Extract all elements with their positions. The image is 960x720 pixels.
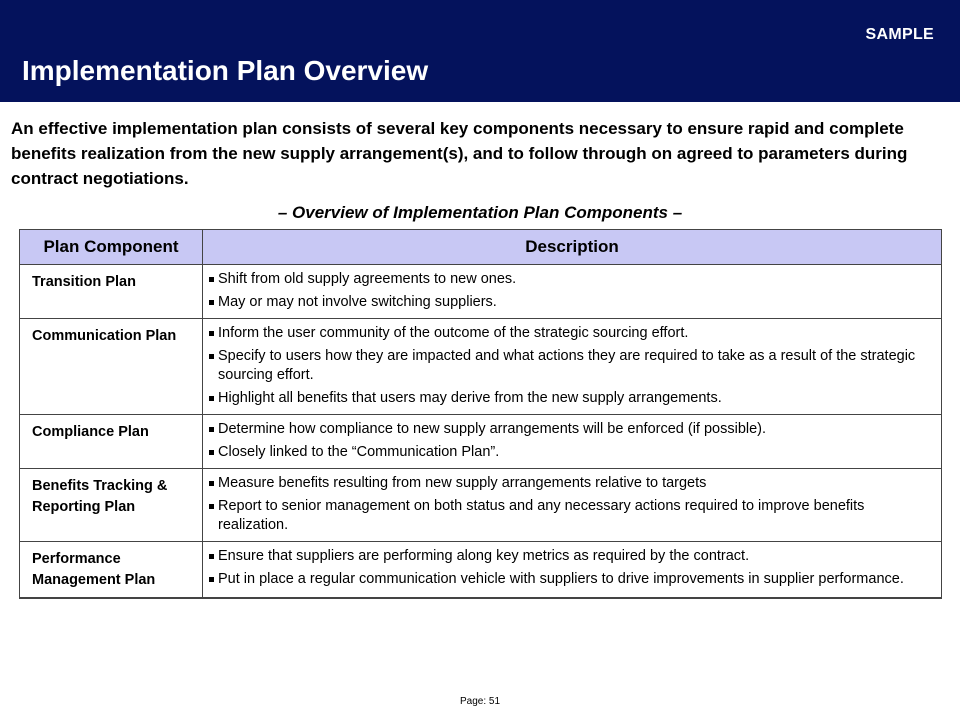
bullet-square-icon — [209, 354, 214, 359]
table-caption: – Overview of Implementation Plan Components – — [277, 203, 683, 222]
bullet-square-icon — [209, 450, 214, 455]
bullet-square-icon — [209, 331, 214, 336]
bullet-item — [209, 324, 931, 343]
description-cell — [203, 542, 942, 599]
bullet-text: Specify to users how they are impacted and what actions they are required to take as a result of the strategic sourcing effort. — [218, 348, 916, 383]
intro-paragraph: An effective implementation plan consists of several key components necessary to ensure rapid and complete benefits realization from the new supply arrangement(s), and to follow through on agreed to parameters during contract negotiations. — [11, 119, 908, 188]
bullet-text: Inform the user community of the outcome of the strategic sourcing effort. — [218, 325, 689, 341]
bullet-item — [209, 474, 931, 493]
bullet-text: May or may not involve switching suppliers. — [218, 294, 497, 310]
bullet-square-icon — [209, 396, 214, 401]
bullet-text: Highlight all benefits that users may derive from the new supply arrangements. — [218, 390, 722, 406]
description-cell — [203, 415, 942, 469]
table-row — [20, 469, 942, 542]
description-cell — [203, 265, 942, 319]
bullet-item — [209, 443, 931, 462]
bullet-square-icon — [209, 277, 214, 282]
bullet-text: Closely linked to the “Communication Plan”. — [218, 444, 500, 460]
bullet-item — [209, 497, 931, 535]
bullet-square-icon — [209, 577, 214, 582]
component-name: Performance Management Plan — [20, 542, 203, 599]
bullet-square-icon — [209, 504, 214, 509]
bullet-text: Shift from old supply agreements to new ones. — [218, 271, 517, 287]
column-header-plan-component: Plan Component — [20, 230, 203, 265]
bullet-square-icon — [209, 300, 214, 305]
table-header-row — [20, 230, 942, 265]
bullet-item — [209, 347, 931, 385]
bullet-text: Determine how compliance to new supply arrangements will be enforced (if possible). — [218, 421, 767, 437]
plan-components-table — [19, 229, 942, 599]
page-title: Implementation Plan Overview — [22, 55, 429, 86]
page-number: Page: 51 — [459, 696, 501, 707]
bullet-square-icon — [209, 427, 214, 432]
header-bar — [0, 0, 960, 102]
bullet-item — [209, 420, 931, 439]
table-row — [20, 415, 942, 469]
component-name: Communication Plan — [20, 319, 203, 415]
bullet-item — [209, 547, 931, 566]
bullet-text: Ensure that suppliers are performing along key metrics as required by the contract. — [218, 548, 750, 564]
description-cell — [203, 469, 942, 542]
sample-badge: SAMPLE — [865, 26, 934, 43]
bullet-list — [209, 270, 931, 312]
bullet-item — [209, 389, 931, 408]
component-name: Compliance Plan — [20, 415, 203, 469]
bullet-item — [209, 293, 931, 312]
component-name: Benefits Tracking & Reporting Plan — [20, 469, 203, 542]
bullet-text: Report to senior management on both status and any necessary actions required to improve benefits realization. — [218, 498, 865, 533]
bullet-list — [209, 324, 931, 408]
table-row — [20, 319, 942, 415]
column-header-description: Description — [203, 230, 942, 265]
bullet-list — [209, 547, 931, 589]
bullet-text: Measure benefits resulting from new supply arrangements relative to targets — [218, 475, 707, 491]
bullet-list — [209, 420, 931, 462]
description-cell — [203, 319, 942, 415]
table-row — [20, 542, 942, 599]
bullet-item — [209, 570, 931, 589]
component-name: Transition Plan — [20, 265, 203, 319]
bullet-item — [209, 270, 931, 289]
bullet-list — [209, 474, 931, 535]
bullet-square-icon — [209, 481, 214, 486]
bullet-square-icon — [209, 554, 214, 559]
table-row — [20, 265, 942, 319]
bullet-text: Put in place a regular communication vehicle with suppliers to drive improvements in supplier performance. — [218, 571, 904, 587]
